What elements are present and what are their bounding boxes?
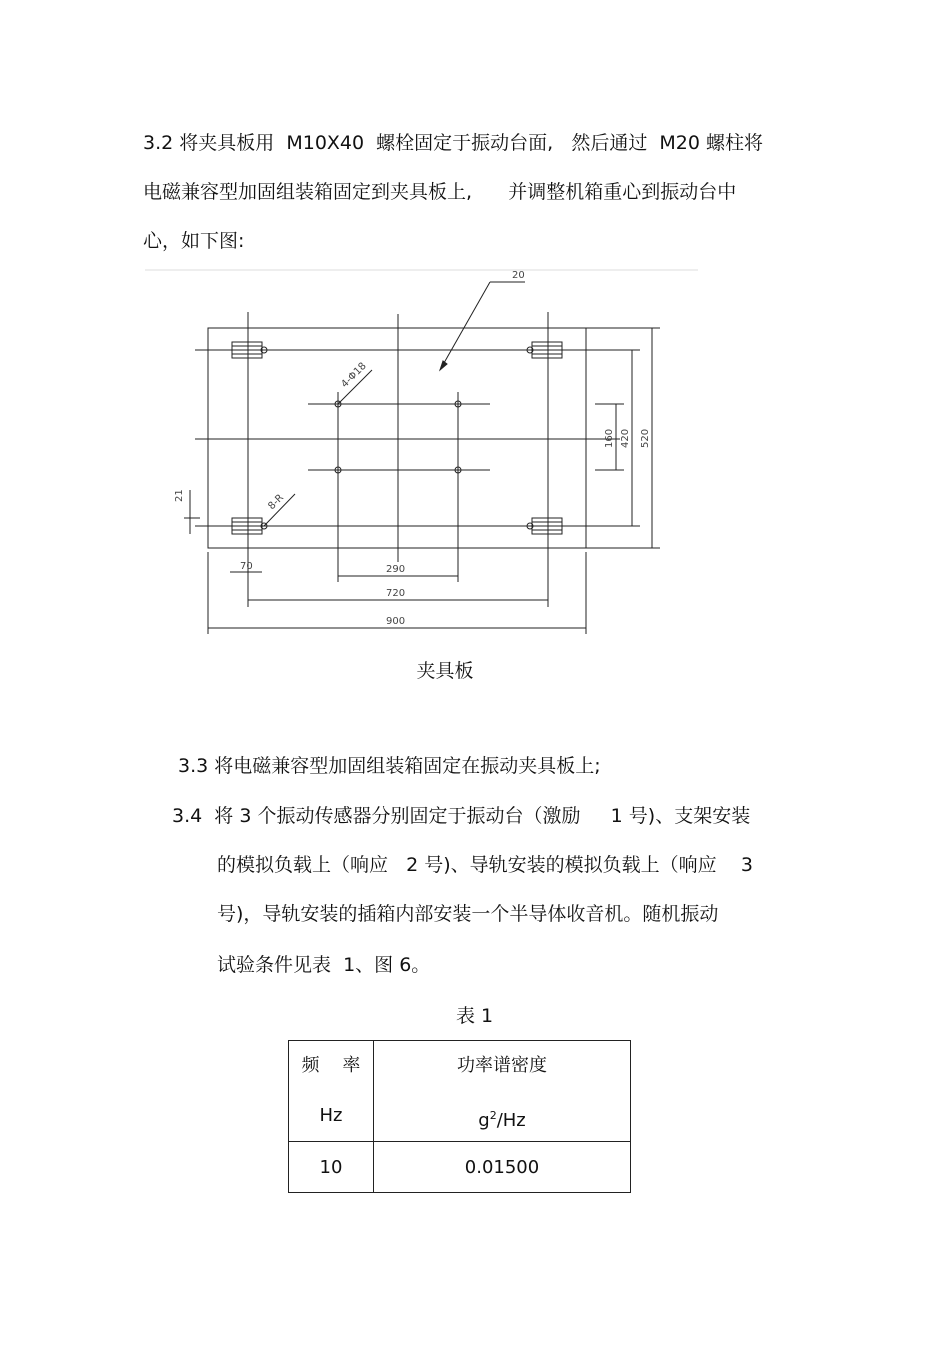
dim-420-label: 420 xyxy=(620,428,631,448)
psd-header: 功率谱密度 xyxy=(457,1055,547,1076)
psd-header-cell xyxy=(374,1041,631,1142)
dim-290-label: 290 xyxy=(386,564,406,575)
paragraph-3-2-line-1: 3.2 将夹具板用 M10X40 螺栓固定于振动台面, 然后通过 M20 螺柱将 xyxy=(143,132,764,154)
psd-unit: $g^2/Hz$ xyxy=(478,1109,526,1131)
table-title: 表 1 xyxy=(456,1005,494,1027)
paragraph-3-2-line-3: 心，如下图: xyxy=(143,230,245,252)
figure-caption: 夹具板 xyxy=(416,660,474,682)
paragraph-3-3: 3.3 将电磁兼容型加固组装箱固定在振动夹具板上; xyxy=(178,755,601,777)
plate-outline xyxy=(208,328,586,548)
paragraph-3-4-line-1: 3.4 将 3 个振动传感器分别固定于振动台（激励 1 号)、支架安装 xyxy=(172,805,751,827)
freq-cell: 10 xyxy=(289,1142,374,1193)
paragraph-3-4-line-2: 的模拟负载上（响应 2 号)、导轨安装的模拟负载上（响应 3 xyxy=(217,854,753,876)
paragraph-3-4-line-4: 试验条件见表 1、图 6。 xyxy=(217,954,431,976)
freq-unit: Hz xyxy=(319,1105,343,1126)
table-header-row xyxy=(289,1041,631,1142)
dim-520-label: 520 xyxy=(640,428,651,448)
dim-21-label: 21 xyxy=(174,489,185,502)
dim-70-label: 70 xyxy=(240,561,253,572)
paragraph-3-4-line-3: 号)，导轨安装的插箱内部安装一个半导体收音机。随机振动 xyxy=(217,903,719,925)
dim-20-label: 20 xyxy=(512,270,525,281)
table-row xyxy=(289,1142,631,1193)
dim-900-label: 900 xyxy=(386,616,406,627)
dim-720-label: 720 xyxy=(386,588,406,599)
psd-cell: 0.01500 xyxy=(374,1142,631,1193)
paragraph-3-2-line-2: 电磁兼容型加固组装箱固定到夹具板上, 并调整机箱重心到振动台中 xyxy=(143,181,737,203)
freq-header-cell xyxy=(289,1041,374,1142)
fixture-plate-drawing xyxy=(140,262,700,642)
freq-header: 频 率 xyxy=(301,1055,361,1076)
dim-160-label: 160 xyxy=(604,428,615,448)
dim-slots-label: 8-R xyxy=(266,492,287,513)
psd-table xyxy=(288,1040,631,1193)
dim-holes-label: 4-Φ18 xyxy=(339,360,369,391)
